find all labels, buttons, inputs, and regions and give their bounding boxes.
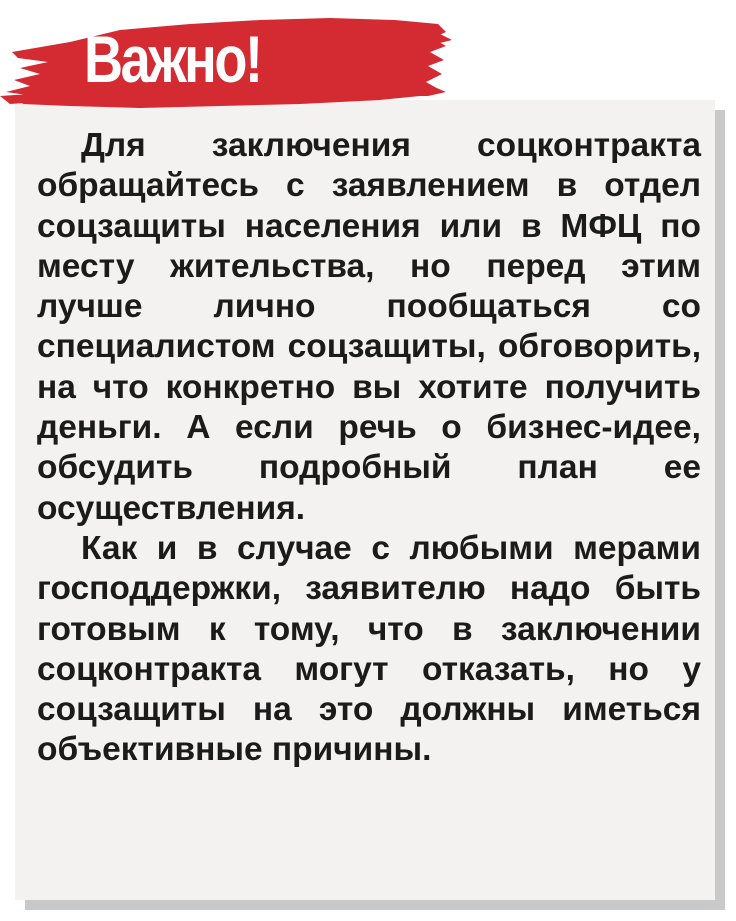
banner-title: Важно!	[84, 22, 261, 96]
paragraph-1: Для заключения соцконтракта обращайтесь с заявлением в отдел соцзащиты населения или в МФЦ по месту жительства, но перед этим лучше лично пообщаться со специалистом соцзащиты, обговорить, на что конкретно вы хотите получить деньги. А если речь о бизнес-идее, обсудить подробный план ее осуществления.	[37, 127, 701, 527]
article-text	[37, 126, 701, 771]
paragraph-2: Как и в случае с любыми мерами господдержки, заявителю надо быть готовым к тому, что в заключении соцконтракта могут отказать, но у соцзащиты на это должны иметься объективные причины.	[37, 529, 701, 769]
banner	[0, 0, 460, 120]
